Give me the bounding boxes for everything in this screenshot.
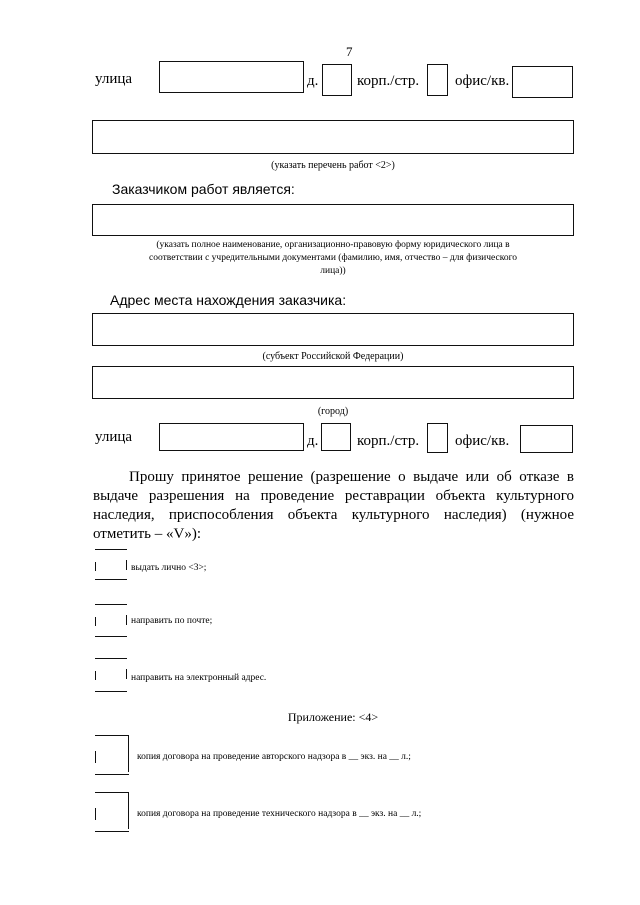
city-caption: (город): [317, 406, 349, 417]
building-label: корп./стр.: [357, 433, 420, 449]
page-number: 7: [346, 44, 353, 59]
office-input[interactable]: [512, 66, 573, 98]
customer-name-input[interactable]: [92, 204, 574, 236]
customer-caption-line-2: соответствии с учредительными документами (фамилию, имя, отчество – для физического: [149, 253, 517, 263]
option-label: направить по почте;: [131, 616, 213, 626]
city-input[interactable]: [92, 366, 574, 399]
works-list-input[interactable]: [92, 120, 574, 154]
house-input[interactable]: [322, 64, 352, 96]
office-label: офис/кв.: [455, 433, 510, 449]
street-label: улица: [95, 429, 133, 445]
street-input[interactable]: [159, 423, 304, 451]
option-checkbox[interactable]: [95, 658, 127, 692]
option-label: направить на электронный адрес.: [131, 673, 267, 683]
request-paragraph: Прошу принятое решение (разрешение о выдаче или об отказе в выдаче разрешения на проведение реставрации объекта культурного наследия, приспособления объекта культурного наследия) (нужное отметить – «V»):: [93, 469, 574, 542]
house-label: д.: [307, 433, 319, 449]
option-checkbox[interactable]: [95, 549, 127, 580]
customer-heading: Заказчиком работ является:: [112, 181, 295, 197]
attachment-checkbox[interactable]: [95, 735, 129, 775]
house-label: д.: [307, 73, 319, 89]
office-label: офис/кв.: [455, 73, 510, 89]
street-label: улица: [95, 71, 133, 87]
works-caption: (указать перечень работ <2>): [271, 160, 395, 171]
option-label: выдать лично <3>;: [131, 563, 207, 573]
building-label: корп./стр.: [357, 73, 420, 89]
attachment-checkbox[interactable]: [95, 792, 129, 832]
attachment-heading: Приложение: <4>: [287, 710, 379, 724]
office-input[interactable]: [520, 425, 573, 453]
region-input[interactable]: [92, 313, 574, 346]
customer-caption-line-3: лица)): [320, 266, 346, 276]
street-input[interactable]: [159, 61, 304, 93]
house-input[interactable]: [321, 423, 351, 451]
customer-caption-line-1: (указать полное наименование, организационно-правовую форму юридического лица в: [156, 240, 510, 250]
address-heading: Адрес места нахождения заказчика:: [110, 292, 347, 308]
attachment-label: копия договора на проведение технического надзора в __ экз. на __ л.;: [137, 809, 422, 819]
building-input[interactable]: [427, 423, 448, 453]
attachment-label: копия договора на проведение авторского надзора в __ экз. на __ л.;: [137, 752, 411, 762]
option-checkbox[interactable]: [95, 604, 127, 637]
region-caption: (субъект Российской Федерации): [262, 351, 404, 362]
building-input[interactable]: [427, 64, 448, 96]
